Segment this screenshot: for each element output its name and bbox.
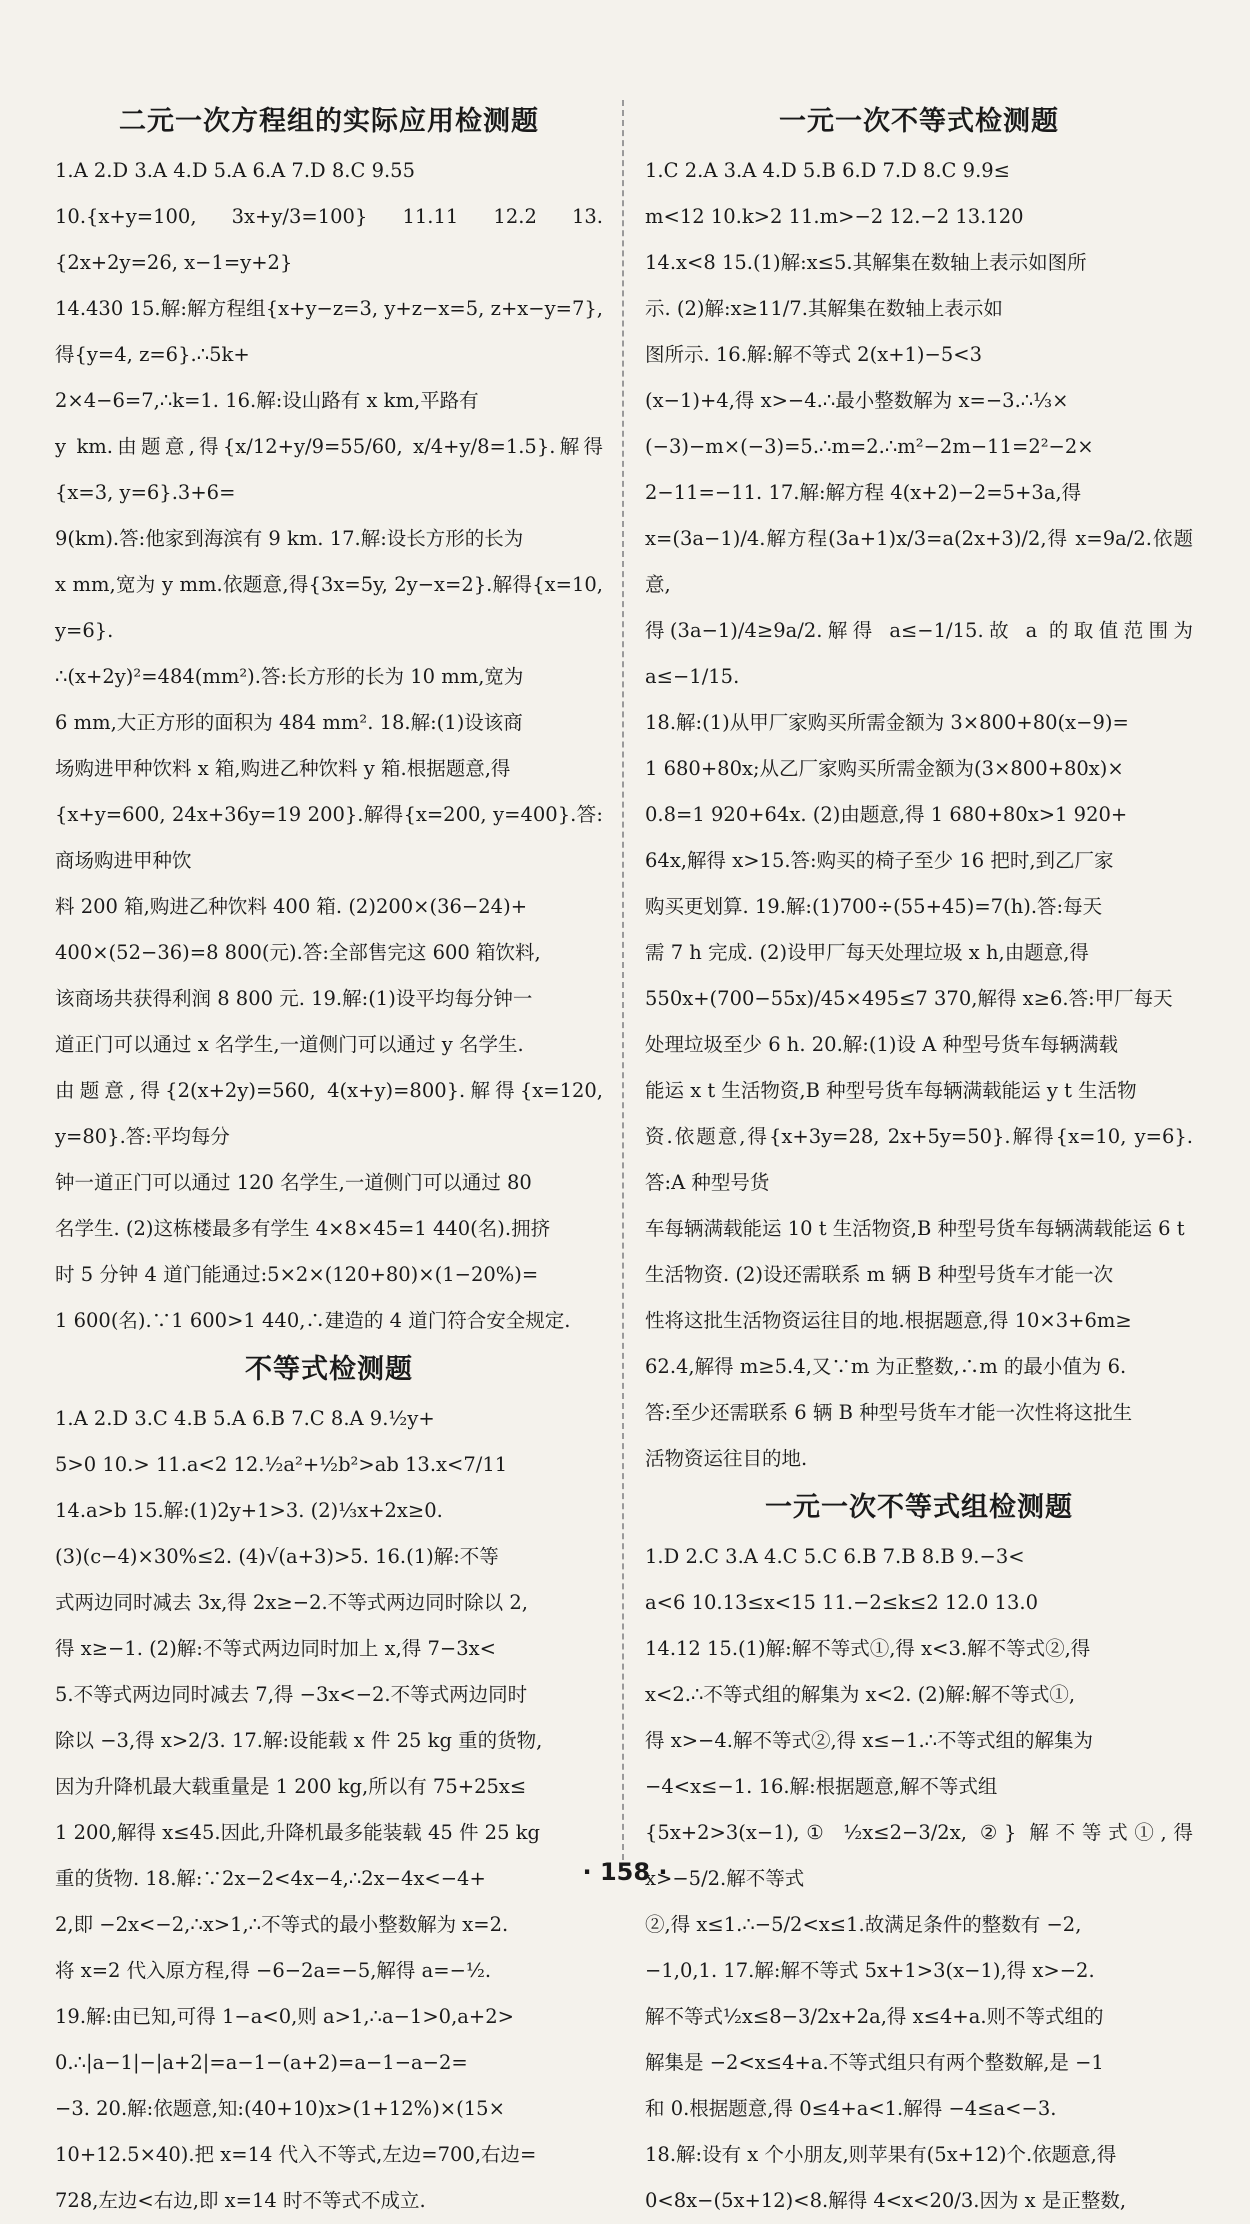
answer-line: 2×4−6=7,∴k=1. 16.解:设山路有 x km,平路有 (55, 389, 479, 412)
answer-line: 车每辆满载能运 10 t 生活物资,B 种型号货车每辆满载能运 6 t (645, 1217, 1185, 1240)
answer-line: 道正门可以通过 x 名学生,一道侧门可以通过 y 名学生. (55, 1033, 524, 1056)
answer-line: 2,即 −2x<−2,∴x>1,∴不等式的最小整数解为 x=2. (55, 1913, 509, 1936)
answer-line: {5x+2>3(x−1),① ½x≤2−3/2x, ②} 解不等式①,得 x>−5/2.解不等式 (645, 1821, 1193, 1890)
answer-line: 6 mm,大正方形的面积为 484 mm². 18.解:(1)设该商 (55, 711, 523, 734)
answer-line: 将 x=2 代入原方程,得 −6−2a=−5,解得 a=−½. (55, 1959, 492, 1982)
section-title: 一元一次不等式组检测题 (765, 1492, 1073, 1523)
answer-line: 因为升降机最大载重量是 1 200 kg,所以有 75+25x≤ (55, 1775, 527, 1798)
answer-line: 1 200,解得 x≤45.因此,升降机最多能装载 45 件 25 kg (55, 1821, 540, 1844)
answer-line: 解不等式½x≤8−3/2x+2a,得 x≤4+a.则不等式组的 (645, 2005, 1104, 2028)
answer-line: 购买更划算. 19.解:(1)700÷(55+45)=7(h).答:每天 (645, 895, 1103, 918)
answer-line: (3)(c−4)×30%≤2. (4)√(a+3)>5. 16.(1)解:不等 (55, 1545, 499, 1568)
answer-line: 0.8=1 920+64x. (2)由题意,得 1 680+80x>1 920+ (645, 803, 1128, 826)
section-linear-inequality (645, 102, 1193, 1482)
answer-line: 728,左边<右边,即 x=14 时不等式不成立. (55, 2189, 426, 2212)
answer-line: 资.依题意,得{x+3y=28, 2x+5y=50}.解得{x=10, y=6}.答:A 种型号货 (645, 1125, 1193, 1194)
answer-line: x mm,宽为 y mm.依题意,得{3x=5y, 2y−x=2}.解得{x=10, y=6}. (55, 573, 603, 642)
answer-line: 0.∴|a−1|−|a+2|=a−1−(a+2)=a−1−a−2= (55, 2051, 468, 2074)
answer-line: 式两边同时减去 3x,得 2x≥−2.不等式两边同时除以 2, (55, 1591, 528, 1614)
answer-line: 14.430 15.解:解方程组{x+y−z=3, y+z−x=5, z+x−y=7},得{y=4, z=6}.∴5k+ (55, 297, 603, 366)
answer-line: 需 7 h 完成. (2)设甲厂每天处理垃圾 x h,由题意,得 (645, 941, 1089, 964)
answer-line: 2−11=−11. 17.解:解方程 4(x+2)−2=5+3a,得 (645, 481, 1082, 504)
answer-line: 10.{x+y=100, 3x+y/3=100} 11.11 12.2 13.{2x+2y=26, x−1=y+2} (55, 205, 603, 274)
answer-line: 550x+(700−55x)/45×495≤7 370,解得 x≥6.答:甲厂每天 (645, 987, 1173, 1010)
answer-line: 答:至少还需联系 6 辆 B 种型号货车才能一次性将这批生 (645, 1401, 1133, 1424)
answer-line: −1,0,1. 17.解:解不等式 5x+1>3(x−1),得 x>−2. (645, 1959, 1095, 1982)
section-inequality-system (645, 1488, 1193, 2224)
answer-line: m<12 10.k>2 11.m>−2 12.−2 13.120 (645, 205, 1024, 228)
answer-line: 14.x<8 15.(1)解:x≤5.其解集在数轴上表示如图所 (645, 251, 1087, 274)
answer-line: 名学生. (2)这栋楼最多有学生 4×8×45=1 440(名).拥挤 (55, 1217, 551, 1240)
answer-line: 和 0.根据题意,得 0≤4+a<1.解得 −4≤a<−3. (645, 2097, 1057, 2120)
section-title: 一元一次不等式检测题 (779, 106, 1059, 137)
column-divider (622, 100, 624, 1860)
answer-line: 活物资运往目的地. (645, 1447, 808, 1470)
answer-line: 1 680+80x;从乙厂家购买所需金额为(3×800+80x)× (645, 757, 1124, 780)
section-title: 二元一次方程组的实际应用检测题 (119, 106, 539, 137)
answer-line: 1 600(名).∵1 600>1 440,∴建造的 4 道门符合安全规定. (55, 1309, 571, 1332)
answer-line: 1.D 2.C 3.A 4.C 5.C 6.B 7.B 8.B 9.−3< (645, 1545, 1025, 1568)
answer-line: 18.解:(1)从甲厂家购买所需金额为 3×800+80(x−9)= (645, 711, 1129, 734)
answer-line: 10+12.5×40).把 x=14 代入不等式,左边=700,右边= (55, 2143, 537, 2166)
answer-line: 图所示. 16.解:解不等式 2(x+1)−5<3 (645, 343, 983, 366)
page-number: · 158 · (582, 1858, 668, 1886)
answer-line: 由题意,得{2(x+2y)=560, 4(x+y)=800}.解得{x=120, y=80}.答:平均每分 (55, 1079, 603, 1148)
answer-line: 得 x>−4.解不等式②,得 x≤−1.∴不等式组的解集为 (645, 1729, 1094, 1752)
answer-line: 1.A 2.D 3.A 4.D 5.A 6.A 7.D 8.C 9.55 (55, 159, 415, 182)
answer-line: 示. (2)解:x≥11/7.其解集在数轴上表示如 (645, 297, 1003, 320)
answer-line: 场购进甲种饮料 x 箱,购进乙种饮料 y 箱.根据题意,得 (55, 757, 511, 780)
answer-line: 得(3a−1)/4≥9a/2.解得 a≤−1/15.故 a 的取值范围为 a≤−1/15. (645, 619, 1193, 688)
left-column (55, 96, 603, 2224)
answer-line: (x−1)+4,得 x>−4.∴最小整数解为 x=−3.∴⅓× (645, 389, 1069, 412)
answer-line: 400×(52−36)=8 800(元).答:全部售完这 600 箱饮料, (55, 941, 541, 964)
answer-line: 性将这批生活物资运往目的地.根据题意,得 10×3+6m≥ (645, 1309, 1132, 1332)
answer-line: 生活物资. (2)设还需联系 m 辆 B 种型号货车才能一次 (645, 1263, 1114, 1286)
answer-line: 钟一道正门可以通过 120 名学生,一道侧门可以通过 80 (55, 1171, 532, 1194)
answer-line: 18.解:设有 x 个小朋友,则苹果有(5x+12)个.依题意,得 (645, 2143, 1117, 2166)
answer-line: 5.不等式两边同时减去 7,得 −3x<−2.不等式两边同时 (55, 1683, 528, 1706)
answer-line: −4<x≤−1. 16.解:根据题意,解不等式组 (645, 1775, 998, 1798)
answer-line: y km.由题意,得{x/12+y/9=55/60, x/4+y/8=1.5}.解得{x=3, y=6}.3+6= (55, 435, 603, 504)
answer-line: 重的货物. 18.解:∵2x−2<4x−4,∴2x−4x<−4+ (55, 1867, 486, 1890)
answer-line: 0<8x−(5x+12)<8.解得 4<x<20/3.因为 x 是正整数, (645, 2189, 1127, 2212)
answer-line: 料 200 箱,购进乙种饮料 400 箱. (2)200×(36−24)+ (55, 895, 528, 918)
answer-line: 得 x≥−1. (2)解:不等式两边同时加上 x,得 7−3x< (55, 1637, 496, 1660)
answer-line: 62.4,解得 m≥5.4,又∵m 为正整数,∴m 的最小值为 6. (645, 1355, 1127, 1378)
answer-line: −3. 20.解:依题意,知:(40+10)x>(1+12%)×(15× (55, 2097, 505, 2120)
answer-line: x<2.∴不等式组的解集为 x<2. (2)解:解不等式①, (645, 1683, 1076, 1706)
section-inequality (55, 1350, 603, 2224)
section-title: 不等式检测题 (245, 1354, 413, 1385)
answer-line: a<6 10.13≤x<15 11.−2≤k≤2 12.0 13.0 (645, 1591, 1038, 1614)
answer-line: (−3)−m×(−3)=5.∴m=2.∴m²−2m−11=2²−2× (645, 435, 1094, 458)
answer-line: 9(km).答:他家到海滨有 9 km. 17.解:设长方形的长为 (55, 527, 524, 550)
answer-line: x=(3a−1)/4.解方程(3a+1)x/3=a(2x+3)/2,得 x=9a/2.依题意, (645, 527, 1193, 596)
answer-line: 该商场共获得利润 8 800 元. 19.解:(1)设平均每分钟一 (55, 987, 533, 1010)
right-column (645, 96, 1193, 2224)
answer-line: 14.12 15.(1)解:解不等式①,得 x<3.解不等式②,得 (645, 1637, 1091, 1660)
answer-line: 5>0 10.> 11.a<2 12.½a²+½b²>ab 13.x<7/11 (55, 1453, 508, 1476)
answer-line: 1.A 2.D 3.C 4.B 5.A 6.B 7.C 8.A 9.½y+ (55, 1407, 435, 1430)
answer-line: 64x,解得 x>15.答:购买的椅子至少 16 把时,到乙厂家 (645, 849, 1114, 872)
answer-line: 除以 −3,得 x>2/3. 17.解:设能载 x 件 25 kg 重的货物, (55, 1729, 543, 1752)
answer-line: 时 5 分钟 4 道门能通过:5×2×(120+80)×(1−20%)= (55, 1263, 539, 1286)
answer-line: {x+y=600, 24x+36y=19 200}.解得{x=200, y=400}.答:商场购进甲种饮 (55, 803, 603, 872)
answer-line: 能运 x t 生活物资,B 种型号货车每辆满载能运 y t 生活物 (645, 1079, 1137, 1102)
section-linear-equation-applications (55, 102, 603, 1344)
answer-line: ∴(x+2y)²=484(mm²).答:长方形的长为 10 mm,宽为 (55, 665, 524, 688)
answer-line: 解集是 −2<x≤4+a.不等式组只有两个整数解,是 −1 (645, 2051, 1104, 2074)
answer-line: 14.a>b 15.解:(1)2y+1>3. (2)⅓x+2x≥0. (55, 1499, 443, 1522)
answer-line: 19.解:由已知,可得 1−a<0,则 a>1,∴a−1>0,a+2> (55, 2005, 514, 2028)
answer-line: 1.C 2.A 3.A 4.D 5.B 6.D 7.D 8.C 9.9≤ (645, 159, 1011, 182)
answer-line: 处理垃圾至少 6 h. 20.解:(1)设 A 种型号货车每辆满载 (645, 1033, 1118, 1056)
answer-line: ②,得 x≤1.∴−5/2<x≤1.故满足条件的整数有 −2, (645, 1913, 1082, 1936)
